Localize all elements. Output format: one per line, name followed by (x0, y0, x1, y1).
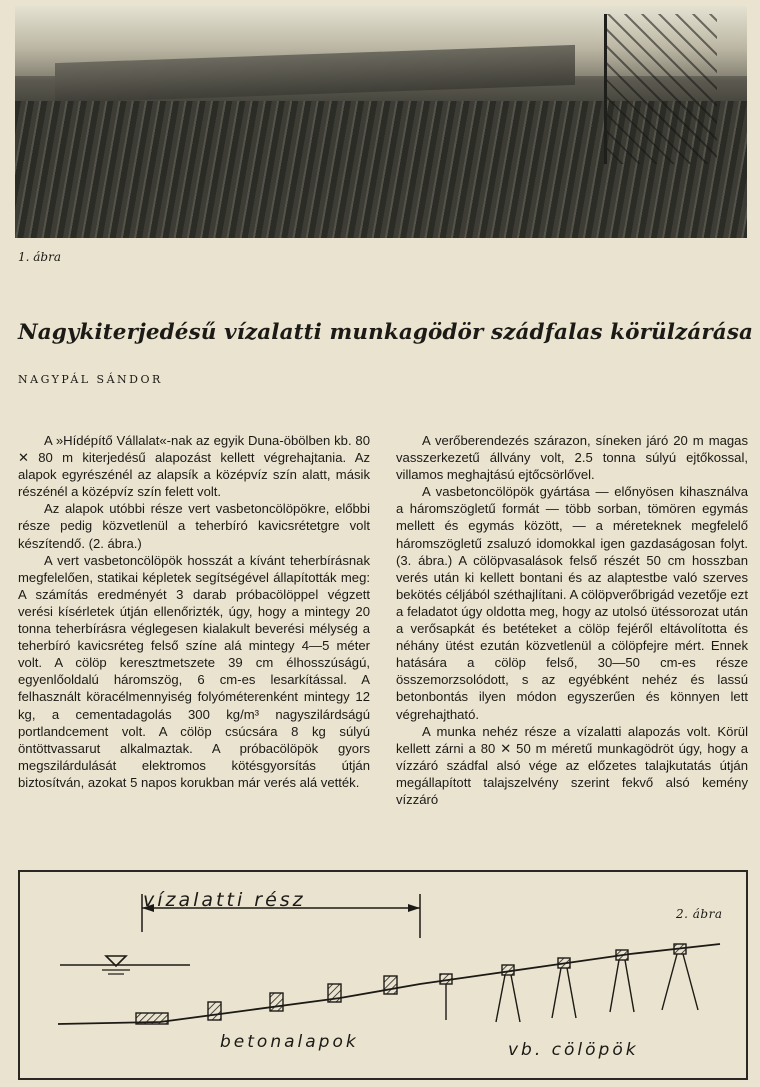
concrete-foundation (328, 984, 341, 1002)
pile (496, 975, 505, 1022)
pile-cap (440, 974, 452, 984)
paragraph: A vert vasbetoncölöpök hosszát a kívánt teherbírásnak megfelelően, statikai képletek segítségével állapították meg: A számítás eredményét 3 darab próbacölöppel végzett verési kísérletek útján ellenőrizték, úgy, hogy a mintegy 20 tonna teherbírásra véglegesen kialakult beverési mélység a teherbíró kavicsréteg felső színe alá mintegy 4—5 méter volt. A cölöp keresztmetszete 39 cm élhosszúságú, egyenlőoldalú háromszög, 6 cm-es lesarkítással. A felhasznált köracélmennyiség folyóméterenként mintegy 12 kg, a cementadagolás 300 kg/m³ nagyszilárdságú portlandcement volt. A cölöp csúcsára 8 kg súlyú öntöttvassarut alkalmaztak. A próbacölöpök gyors megszilárdulását elektromos kötésgyorsítás útján biztosítván, azokat 5 napos korukban már verés alá vették. (18, 552, 370, 790)
article-title: Nagykiterjedésű vízalatti munkagödör szádfalas körülzárása (18, 320, 754, 345)
underwater-section-label: vízalatti rész (143, 889, 306, 911)
pile (662, 954, 677, 1010)
right-column (396, 432, 748, 808)
construction-photo (15, 6, 747, 238)
pile (610, 960, 619, 1012)
pile-cap (502, 965, 514, 975)
concrete-foundations-label: betonalapok (220, 1032, 359, 1052)
pile-cap (616, 950, 628, 960)
concrete-foundation (270, 993, 283, 1011)
paragraph: A munka nehéz része a vízalatti alapozás volt. Körül kellett zárni a 80 ✕ 50 m méretű munkagödröt úgy, hogy a vízzáró szádfal alsó vége az előzetes talajkutatás útján megállapított talajszelvény szerint fekvő alsó kemény vízzáró (396, 723, 748, 807)
pile (567, 968, 576, 1018)
pile (683, 954, 698, 1010)
paragraph: Az alapok utóbbi része vert vasbetoncölöpökre, előbbi része pedig közvetlenül a teherbíró kavicsrétetgre volt készítendő. (2. ábra.) (18, 501, 370, 551)
pile-cap (674, 944, 686, 954)
concrete-foundation (136, 1013, 168, 1024)
pile (552, 968, 561, 1018)
paragraph: A vasbetoncölöpök gyártása — előnyösen kihasználva a háromszögletű formát — több sorban, tömören egymás mellett és egymás között, — a méreteknek megfelelő háromszögletű zsaluzó idomokkal igen gazdaságosan folyt. (3. ábra.) A cölöpvasalások felső részét 50 cm hosszban verés után ki kellett bontani és az alaptestbe való szerves bekötés céljából széthajlítani. A cölöpverőbrigád vezetője ezt a feladatot úgy oldotta meg, hogy az utolsó ütéssorozat után a verősapkát és betéteket a cölöp fejéről eltávolította és néhány ütést ezután közvetlenül a cölöpfejre mért. Ennek hatására a cölöp felső, 30—50 cm-es része összemorzsolódott, s az egyébként nehéz és lassú betonbontás ilyen módon egyszerűen és könnyen lett végrehajtható. (396, 484, 748, 722)
pile-cap (558, 958, 570, 968)
paragraph: A »Hídépítő Vállalat«-nak az egyik Duna-öbölben kb. 80 ✕ 80 m kiterjedésű alapozást kellett végrehajtania. Az alapok egyrészénél az alapsík a középvíz szín alatt, másik részénél a középvíz szín felett volt. (18, 433, 370, 500)
figure-2-caption: 2. ábra (676, 907, 723, 921)
concrete-foundation (384, 976, 397, 994)
dimension-arrow-right (408, 904, 420, 912)
concrete-foundation (208, 1002, 221, 1020)
photo-crane (604, 14, 717, 164)
article-author: NAGYPÁL SÁNDOR (18, 373, 163, 386)
paragraph: A verőberendezés szárazon, síneken járó 20 m magas vasszerkezetű állvány volt, 2.5 tonna súlyú ejtőkossal, villamos meghajtású ejtőcsörlővel. (396, 433, 748, 483)
concrete-piles-label: vb. cölöpök (508, 1040, 639, 1060)
photo-caption: 1. ábra (18, 250, 61, 264)
pile (625, 960, 634, 1012)
figure-2-diagram (18, 870, 748, 1080)
pile (511, 975, 520, 1022)
left-column (18, 432, 370, 791)
